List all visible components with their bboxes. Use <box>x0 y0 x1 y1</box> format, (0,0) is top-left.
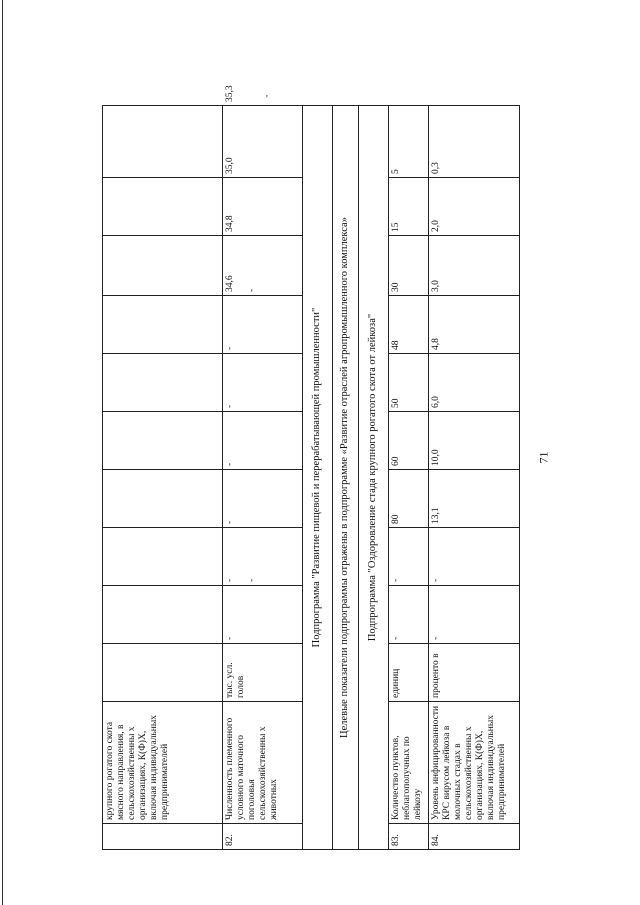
targets-note: Целевые показатели подпрограммы отражены в подпрограмме «Развитие отраслей агропромышленного комплекса» <box>333 106 359 850</box>
unit-cell: проценто в <box>429 644 520 702</box>
value-cell: 30 <box>389 236 429 296</box>
value-cell: - <box>223 296 303 354</box>
value-cell: - <box>389 586 429 644</box>
value-cell: 6,0 <box>429 354 520 412</box>
value-cell <box>103 296 223 354</box>
row-number: 82. <box>223 824 303 850</box>
value-cell: 5 <box>389 106 429 178</box>
value-cell: 3,0 <box>429 236 520 296</box>
value-cell: - <box>429 528 520 586</box>
subprogram-title: Подпрограмма "Развитие пищевой и перерабатывающей промышленности" <box>303 106 333 850</box>
unit-cell: единиц <box>389 644 429 702</box>
value-cell: - - <box>223 528 303 586</box>
indicator-table <box>102 85 520 850</box>
stray-mark: ' <box>266 94 268 105</box>
indicator-name: Уровень инфицированности КРС вирусом лейкоза в молочных стадах в сельскохозяйственны х организациях, К(Ф)Х, включая индивидуальных предпринимателей <box>429 702 520 824</box>
table-row <box>429 106 520 850</box>
value-cell <box>103 470 223 528</box>
value-cell <box>103 412 223 470</box>
indicator-name: Количество пунктов, неблагополучных по лейкозу <box>389 702 429 824</box>
value-cell: 50 <box>389 354 429 412</box>
value-cell: 80 <box>389 470 429 528</box>
unit-cell: тыс. усл. голов <box>223 644 303 702</box>
value-cell: 15 <box>389 178 429 236</box>
value-cell <box>103 236 223 296</box>
value-cell: 2,0 <box>429 178 520 236</box>
unit-cell <box>103 644 223 702</box>
table-row <box>389 106 429 850</box>
value-cell: 13,1 <box>429 470 520 528</box>
table-row: 82. Численность племенного условного маточного поголовья сельскохозяйственны х животных тыс. усл. голов - - - - - - - 34,6 - 34,8 35,0 35,3 <box>223 106 303 850</box>
value-cell <box>103 586 223 644</box>
indicator-name: Численность племенного условного маточного поголовья сельскохозяйственны х животных <box>223 702 303 824</box>
value-cell: 10,0 <box>429 412 520 470</box>
value-cell <box>103 528 223 586</box>
value-cell: 4,8 <box>429 296 520 354</box>
value-cell <box>103 106 223 178</box>
page-number: 71 <box>536 451 551 464</box>
value-cell <box>103 354 223 412</box>
value-cell: - <box>223 412 303 470</box>
value-cell: 34,6 - <box>223 236 303 296</box>
value-cell: 60 <box>389 412 429 470</box>
value-cell: 35,0 <box>223 106 303 178</box>
table-row <box>103 106 223 850</box>
value-cell: 48 <box>389 296 429 354</box>
value-cell: 34,8 <box>223 178 303 236</box>
value-cell: - <box>389 528 429 586</box>
page-edge-line <box>2 0 3 905</box>
value-cell <box>103 178 223 236</box>
value-cell: - <box>223 470 303 528</box>
indicator-name: крупного рогатого скота мясного направления, в сельскохозяйственны х организациях, К(Ф)Х, включая индивидуальных предпринимателей <box>103 702 223 824</box>
row-number: 84. <box>429 824 520 850</box>
value-cell: - <box>223 586 303 644</box>
row-number <box>103 824 223 850</box>
row-number: 83. <box>389 824 429 850</box>
subprogram-title: Подпрограмма "Оздоровление стада крупного рогатого скота от лейкоза" <box>359 106 389 850</box>
value-cell: 0,3 <box>429 106 520 178</box>
value-cell: - <box>223 354 303 412</box>
value-cell: - <box>429 586 520 644</box>
